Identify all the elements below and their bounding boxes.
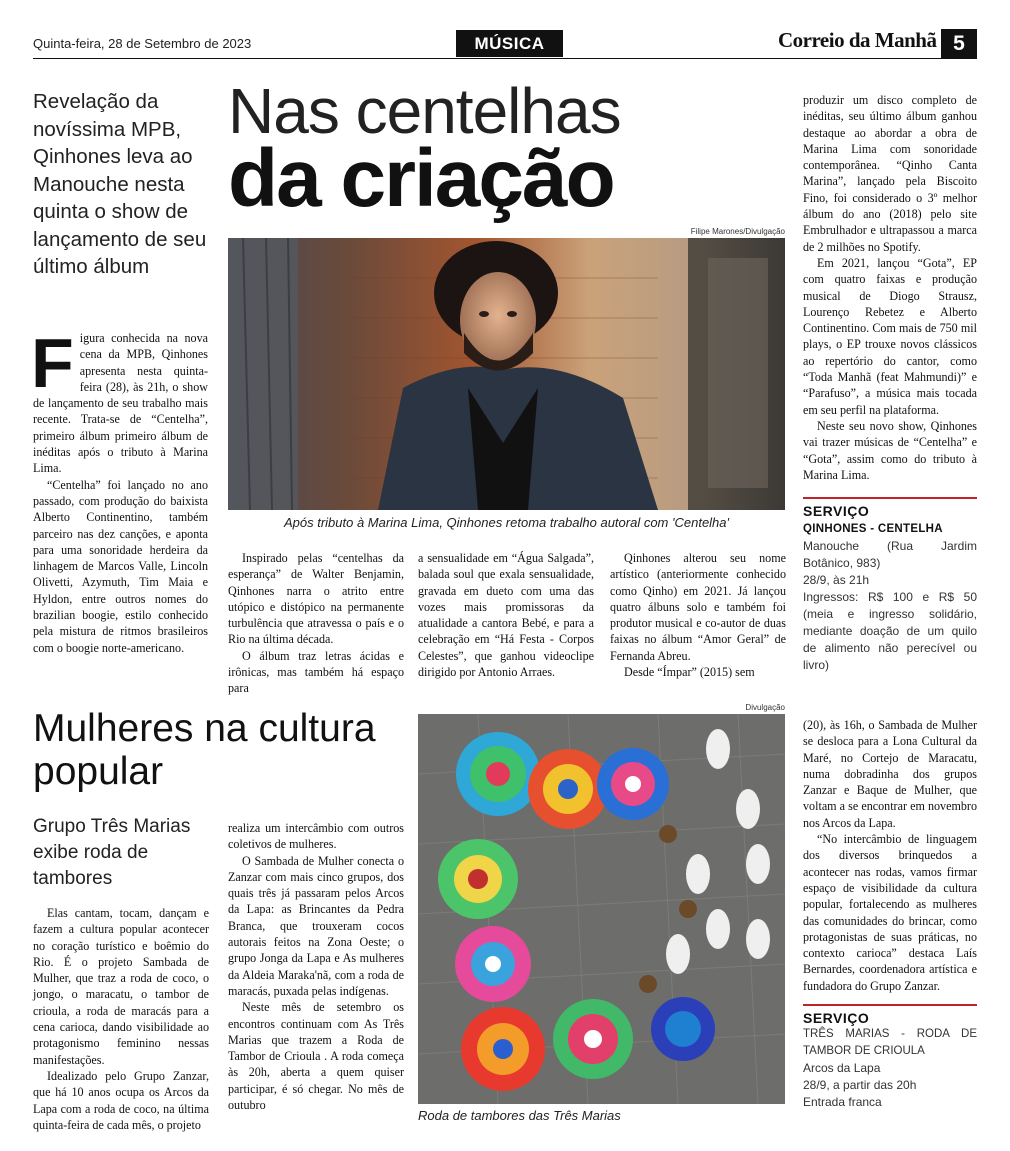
paragraph: Idealizado pelo Grupo Zanzar, que há 10 anos ocupa os Arcos da Lapa com a roda de coco, na última quinta-feira de cada mês, o projeto bbox=[33, 1068, 209, 1132]
story2-column-2 bbox=[228, 820, 404, 1113]
paragraph: a sensualidade em “Água Salgada”, balada soul que exala sensualidade, gravada em dueto com uma das vozes mais promissoras da atualidade a cantora Bebé, e para a celebração em “Há Festa - Corpos Celestes”, que ganhou videoclipe dirigido por Antonio Arraes. bbox=[418, 551, 594, 680]
paragraph: “No intercâmbio de linguagem dos diversos brinquedos a acontecer nas rodas, vamos firmar espaço de visibilidade da cultura popular, fortalecendo as mulheres das comunidades do brincar, como protagonistas de suas práticas, no contexto carioca” destaca Laís Bernardes, coordenadora artística e fundadora do Grupo Zanzar. bbox=[803, 832, 977, 993]
paragraph: Neste seu novo show, Qinhones vai trazer músicas de “Centelha” e “Gota”, assim como do tributo à Marina Lima. bbox=[803, 418, 977, 482]
servico-title: SERVIÇO bbox=[803, 503, 870, 520]
story2-column-1 bbox=[33, 905, 209, 1133]
servico-datetime: 28/9, às 21h bbox=[803, 572, 870, 587]
servico-subtitle: TRÊS MARIAS - RODA DE TAMBOR DE CRIOULA bbox=[803, 1028, 977, 1058]
story1-column-4 bbox=[610, 550, 786, 680]
paragraph: (20), às 16h, o Sambada de Mulher se desloca para a Lona Cultural da Maré, no Cortejo de Maracatu, numa dobradinha dos grupos Zanzar e Baque de Mulher, que voltam a se encontrar em novembro nos Arcos da Lapa. bbox=[803, 718, 977, 830]
story1-headline-line1: Nas centelhas bbox=[228, 75, 621, 147]
story2-photo bbox=[418, 714, 785, 1104]
paragraph: Elas cantam, tocam, dançam e fazem a cultura popular acontecer no coração turístico e boêmio do Rio. É o projeto Sambada de Mulher, que traz a roda de coco, o jongo, o maracatu, o tambor de crioula, a roda de maracás para a cena carioca, dando visibilidade ao protagonismo feminino nessas manifestações. bbox=[33, 906, 209, 1067]
paragraph: Neste mês de setembro os encontros continuam com As Três Marias que trazem a Roda de Tambor de Crioula . A roda começa às 20h, aberta a quem quiser participar, é só chegar. No mês de outubro bbox=[228, 1000, 404, 1113]
paragraph: “Centelha” foi lançado no ano passado, com produção do baixista Alberto Continentino, também parceiro nas dez canções, e aponta para uma sonoridade herdeira da linhagem de Marcos Valle, Lincoln Olivetti, Azymuth, Tim Maia e Hyldon, entre outros nomes do brazilian boogie, estilo conhecido pela mistura de ritmos brasileiros com o boogie norte-americano. bbox=[33, 477, 208, 655]
paragraph: O Sambada de Mulher conecta o Zanzar com mais cinco grupos, dos quais três já passaram pelos Arcos da Lapa: as Brincantes da Pedra Branca, que trouxeram cocos autorais feitos na Zona Oeste; o grupo Jonga da Lapa e As mulheres da Aldeia Maraka'nã, com a roda de maracás, puxada pelas indígenas. bbox=[228, 853, 404, 998]
story1-column-2 bbox=[228, 550, 404, 697]
servico-venue: Arcos da Lapa bbox=[803, 1061, 881, 1076]
paragraph: Desde “Ímpar” (2015) sem bbox=[624, 665, 755, 680]
story1-photo-credit: Filipe Marones/Divulgação bbox=[690, 227, 785, 236]
header-rule bbox=[33, 58, 977, 59]
story2-photo-caption: Roda de tambores das Três Marias bbox=[418, 1108, 621, 1123]
paragraph: Qinhones alterou seu nome artístico (anteriormente conhecido como Qinho) em 2021. Já lançou quatro álbuns solo e também foi produtor musical e co-autor de duas faixas no álbum “Amor Geral” de Fernanda Abreu. bbox=[610, 551, 786, 663]
story1-deck: Revelação da novíssima MPB, Qinhones leva ao Manouche nesta quinta o show de lançamento de seu último álbum bbox=[33, 90, 207, 278]
paragraph: realiza um intercâmbio com outros coletivos de mulheres. bbox=[228, 821, 404, 852]
paragraph: Em 2021, lançou “Gota”, EP com quatro faixas e produção musical de Diogo Strausz, Lourenço Rebetez e Alberto Continentino. Com mais de 750 mil plays, o EP trouxe novos clássicos ao repertório do cantor, como “Toda Manhã (feat Mahmundi)” e “Parafuso”, a música mais tocada em seu perfil na plataforma. bbox=[803, 255, 977, 417]
servico-tickets: Ingressos: R$ 100 e R$ 50 (meia e ingresso solidário, mediante doação de um quilo de alimento não perecível ou livro) bbox=[803, 589, 977, 672]
servico-title: SERVIÇO bbox=[803, 1010, 870, 1027]
paragraph: Inspirado pelas “centelhas da esperança” de Walter Benjamin, Qinhones narra o atrito entre utópico e distópico na permanente turbulência que atravessa o país e o Rio na última década. bbox=[228, 551, 404, 647]
story1-photo-caption: Após tributo à Marina Lima, Qinhones retoma trabalho autoral com 'Centelha' bbox=[283, 515, 730, 530]
story2-photo-credit: Divulgação bbox=[745, 703, 785, 712]
servico-rule bbox=[803, 1004, 977, 1006]
servico-tickets: Entrada franca bbox=[803, 1095, 882, 1110]
story1-photo bbox=[228, 238, 785, 510]
paragraph: produzir um disco completo de inéditas, seu último álbum ganhou destaque ao abordar a obra de Marina Lima com sonoridade contemporânea. “Qinho Canta Marina”, lançado pela Biscoito Fino, foi considerado o 3º melhor álbum do ano (2018) pelo site Embrulhador e ultrapassou a marca de 2 milhões no Spotify. bbox=[803, 93, 977, 254]
story1-column-1 bbox=[31, 324, 208, 656]
drop-cap: F bbox=[31, 324, 74, 402]
servico-venue: Manouche (Rua Jardim Botânico, 983) bbox=[803, 538, 977, 570]
story2-headline: Mulheres na cultura popular bbox=[33, 707, 376, 793]
story1-headline-line2: da criação bbox=[228, 133, 614, 224]
servico-subtitle: QINHONES - CENTELHA bbox=[803, 523, 943, 536]
servico-datetime: 28/9, a partir das 20h bbox=[803, 1078, 917, 1093]
paragraph: O álbum traz letras ácidas e irônicas, mas também há espaço para bbox=[228, 648, 404, 696]
story2-column-3 bbox=[803, 717, 977, 1111]
story1-column-5 bbox=[803, 92, 977, 674]
servico-rule bbox=[803, 497, 977, 499]
story1-column-3 bbox=[418, 550, 594, 680]
newspaper-masthead: Correio da Manhã bbox=[778, 28, 937, 52]
issue-date: Quinta-feira, 28 de Setembro de 2023 bbox=[33, 36, 252, 51]
story2-deck: Grupo Três Marias exibe roda de tambores bbox=[33, 816, 191, 889]
paragraph: igura conhecida na nova cena da MPB, Qinhones apresenta nesta quinta-feira (28), às 21h, o show de lançamento de seu trabalho mais recente. Trata-se de “Centelha”, primeiro álbum primeiro álbum de inéditas após o tributo à Marina Lima. bbox=[33, 331, 208, 476]
page-number: 5 bbox=[941, 29, 977, 58]
section-label: MÚSICA bbox=[456, 30, 563, 57]
